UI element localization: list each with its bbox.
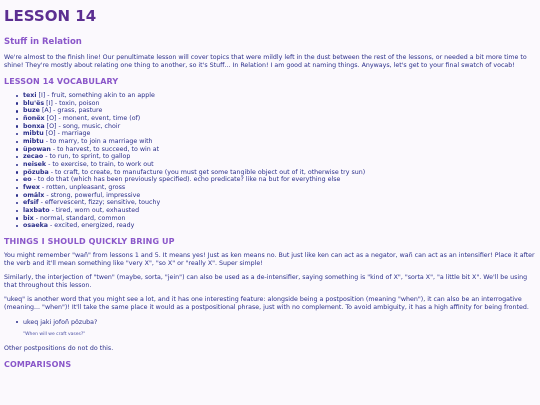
intro-paragraph: We're almost to the finish line! Our penultimate lesson will cover topics that were mildly left in the dust between the rest of the lessons, or needed a bit more time to shine! They're mostly about relating one thing to another, so it's Stuff... In Relation! I am good at naming things. Anyways, let's get to your final swatch of vocab! (4, 54, 527, 69)
vocab-word: ñonëx (23, 114, 45, 122)
vocab-item (16, 138, 536, 146)
vocab-item (16, 161, 536, 169)
vocab-list (4, 92, 536, 230)
vocab-definition: - excited, energized, ready (48, 222, 135, 230)
vocab-definition: [I] - toxin, poison (44, 99, 100, 107)
vocab-item (16, 222, 536, 230)
vocab-item (16, 153, 536, 161)
postposition-note: Other postpositions do not do this. (4, 344, 114, 352)
wan-paragraph: You might remember "wañ" from lessons 1 and 5. It means yes! Just as ken means no. But just like ken can act as a negator, wañ can act as an intensifier! Place it after the verb and it'll mean something like "very X", "so X" or "really X". Super simple! (4, 251, 535, 267)
vocab-definition: [O] - song, music, choir (44, 122, 121, 130)
vocab-item (16, 107, 536, 115)
vocab-definition: [I] - fruit, something akin to an apple (36, 92, 155, 99)
vocab-word: pözuba (23, 168, 49, 176)
vocab-definition: - to run, to sprint, to gallop (43, 153, 131, 161)
vocab-word: texi (23, 92, 37, 99)
vocab-definition: - to do that (which has been previously specified). echo predicate? like na but for everything else (31, 176, 341, 184)
vocab-word: neisek (23, 160, 47, 168)
vocab-definition: [O] - marriage (43, 130, 91, 138)
vocab-word: mibtu (23, 130, 44, 138)
vocab-word: mibtu (23, 137, 44, 145)
vocab-definition: - tired, worn out, exhausted (49, 206, 140, 214)
vocab-item (16, 100, 536, 108)
vocab-definition: [O] - monent, event, time (of) (44, 114, 141, 122)
vocab-item (16, 176, 536, 184)
vocab-definition: - strong, powerful, impressive (44, 191, 141, 199)
vocab-definition: [A] - grass, pasture (39, 107, 103, 115)
vocab-item (16, 192, 536, 200)
vocab-definition: - normal, standard, common (33, 214, 126, 222)
vocab-item (16, 215, 536, 223)
vocab-item (16, 123, 536, 131)
vocab-definition: - to exercise, to train, to work out (46, 160, 154, 168)
page-title: LESSON 14 (4, 7, 97, 25)
twen-paragraph: Similarly, the interjection of "twen" (maybe, sorta, "jein") can also be used as a de-intensifier, saying something is "kind of X", "sorta X", "a little bit X". We'll be using that throughout this lesson. (4, 273, 528, 289)
vocab-word: efsif (23, 199, 39, 207)
vocab-item (16, 115, 536, 123)
vocab-item (16, 199, 536, 207)
vocab-item (16, 207, 536, 215)
vocab-word: üpowan (23, 145, 51, 153)
vocab-word: buze (23, 107, 40, 115)
vocab-word: eo (23, 176, 32, 184)
vocab-word: fwex (23, 183, 40, 191)
comparisons-heading: COMPARISONS (4, 359, 72, 369)
vocab-word: zecao (23, 153, 44, 161)
vocab-item (16, 146, 536, 154)
vocab-definition: - to marry, to join a marriage with (43, 137, 153, 145)
lesson-subtitle: Stuff in Relation (4, 37, 82, 47)
ukeq-paragraph: "ukeq" is another word that you might see a lot, and it has one interesting feature: alongside being a postposition (meaning "when"), it can also be an interrogative (meaning... "when")! It'll take the same place it would as a postpositional phrase, just with no complement. To avoid ambiguity, it has a high affinity for being fronted. (4, 295, 529, 311)
vocab-item (16, 184, 536, 192)
vocab-definition: - effervescent, fizzy; sensitive, touchy (38, 199, 161, 207)
vocab-word: laxbato (23, 206, 50, 214)
vocab-definition: - rotten, unpleasant, gross (39, 183, 126, 191)
things-heading: THINGS I SHOULD QUICKLY BRING UP (4, 236, 175, 246)
vocab-word: osaeka (23, 222, 49, 230)
vocab-definition: - to harvest, to succeed, to win at (50, 145, 160, 153)
vocab-item (16, 130, 536, 138)
example-translation: "When will we craft vases?" (23, 331, 86, 337)
example-sentence: ukeq jaki jofoñ pözuba? (16, 318, 536, 327)
example-list (4, 318, 536, 327)
vocab-word: bonxa (23, 122, 45, 130)
vocab-word: blu'ës (23, 99, 45, 107)
vocab-definition: - to craft, to create, to manufacture (you must get some tangible object out of it, otherwise try sun) (48, 168, 366, 176)
vocab-item (16, 92, 536, 100)
vocab-item (16, 169, 536, 177)
vocab-word: bix (23, 214, 34, 222)
vocab-heading: LESSON 14 VOCABULARY (4, 77, 119, 86)
vocab-word: omälx (23, 191, 45, 199)
